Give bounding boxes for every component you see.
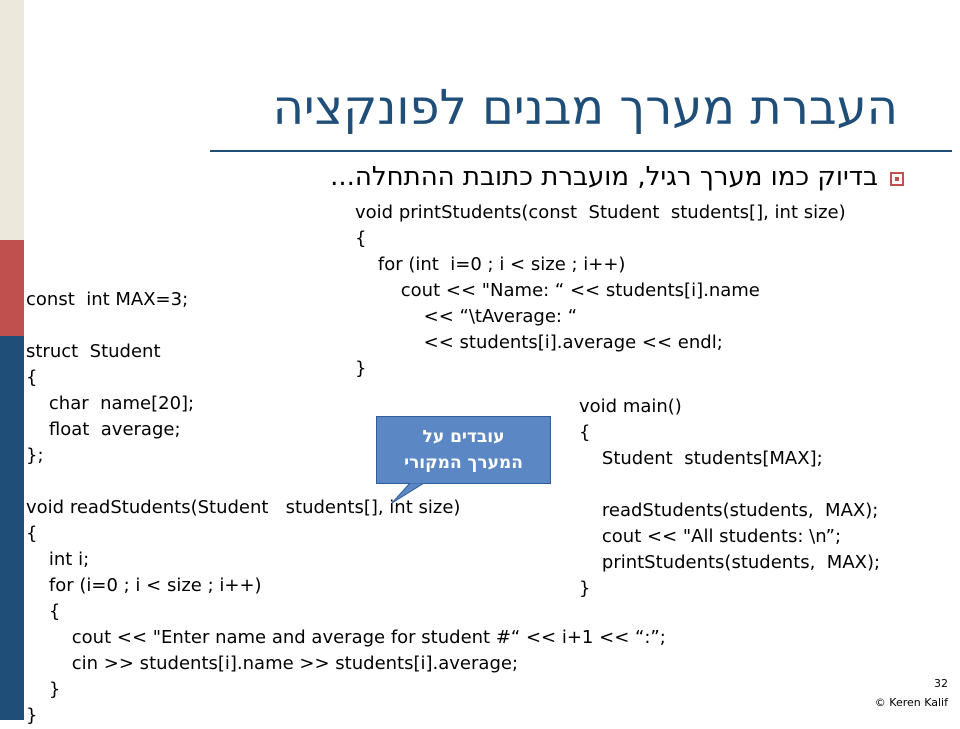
code-line: void readStudents(Student students[], int size) xyxy=(26,497,461,518)
code-line: float average; xyxy=(26,419,181,440)
title-divider xyxy=(210,150,952,152)
code-line: printStudents(students, MAX); xyxy=(579,552,881,573)
code-line: for (i=0 ; i < size ; i++) xyxy=(26,575,262,596)
left-band-navy xyxy=(0,336,24,720)
code-line: cout << "Name: “ << students[i].name xyxy=(355,280,760,301)
code-line: { xyxy=(26,523,38,544)
code-line: << students[i].average << endl; xyxy=(355,332,723,353)
code-line: { xyxy=(26,601,61,622)
left-band-red xyxy=(0,240,24,336)
bullet-square-icon xyxy=(890,172,904,186)
code-line: for (int i=0 ; i < size ; i++) xyxy=(355,254,626,275)
code-main xyxy=(579,394,880,602)
code-line: readStudents(students, MAX); xyxy=(579,500,879,521)
slide-title: העברת מערך מבנים לפונקציה xyxy=(272,80,898,136)
code-line: void main() xyxy=(579,396,682,417)
code-line: } xyxy=(579,578,591,599)
code-line: << “\tAverage: “ xyxy=(355,306,578,327)
code-line: cout << "All students: \n”; xyxy=(579,526,842,547)
code-line: struct Student xyxy=(26,341,161,362)
callout-line-2: המערך המקורי xyxy=(404,453,523,473)
code-line: }; xyxy=(26,445,44,466)
code-line: { xyxy=(355,228,367,249)
code-line: } xyxy=(355,358,367,379)
callout-line-1: עובדים על xyxy=(422,427,505,447)
code-line: cout << "Enter name and average for student #“ << i+1 << “:”; xyxy=(26,627,666,648)
code-line: { xyxy=(579,422,591,443)
code-line: char name[20]; xyxy=(26,393,195,414)
code-line: } xyxy=(26,679,61,700)
code-line: Student students[MAX]; xyxy=(579,448,823,469)
code-line xyxy=(26,469,666,495)
copyright-text: © Keren Kalif xyxy=(874,696,948,709)
code-line xyxy=(579,472,880,498)
callout-pointer-icon xyxy=(388,483,428,503)
callout-bubble xyxy=(376,416,551,484)
code-line: { xyxy=(26,367,38,388)
code-line: } xyxy=(26,705,38,726)
code-line: cin >> students[i].name >> students[i].average; xyxy=(26,653,519,674)
code-struct-and-read xyxy=(26,287,666,729)
code-line: void printStudents(const Student students[], int size) xyxy=(355,202,846,223)
bullet-text: בדיוק כמו מערך רגיל, מועברת כתובת ההתחלה... xyxy=(330,162,878,192)
code-line: int i; xyxy=(26,549,90,570)
code-line xyxy=(26,313,666,339)
code-line: const int MAX=3; xyxy=(26,289,189,310)
left-band-beige xyxy=(0,0,24,240)
page-number: 32 xyxy=(934,677,948,690)
